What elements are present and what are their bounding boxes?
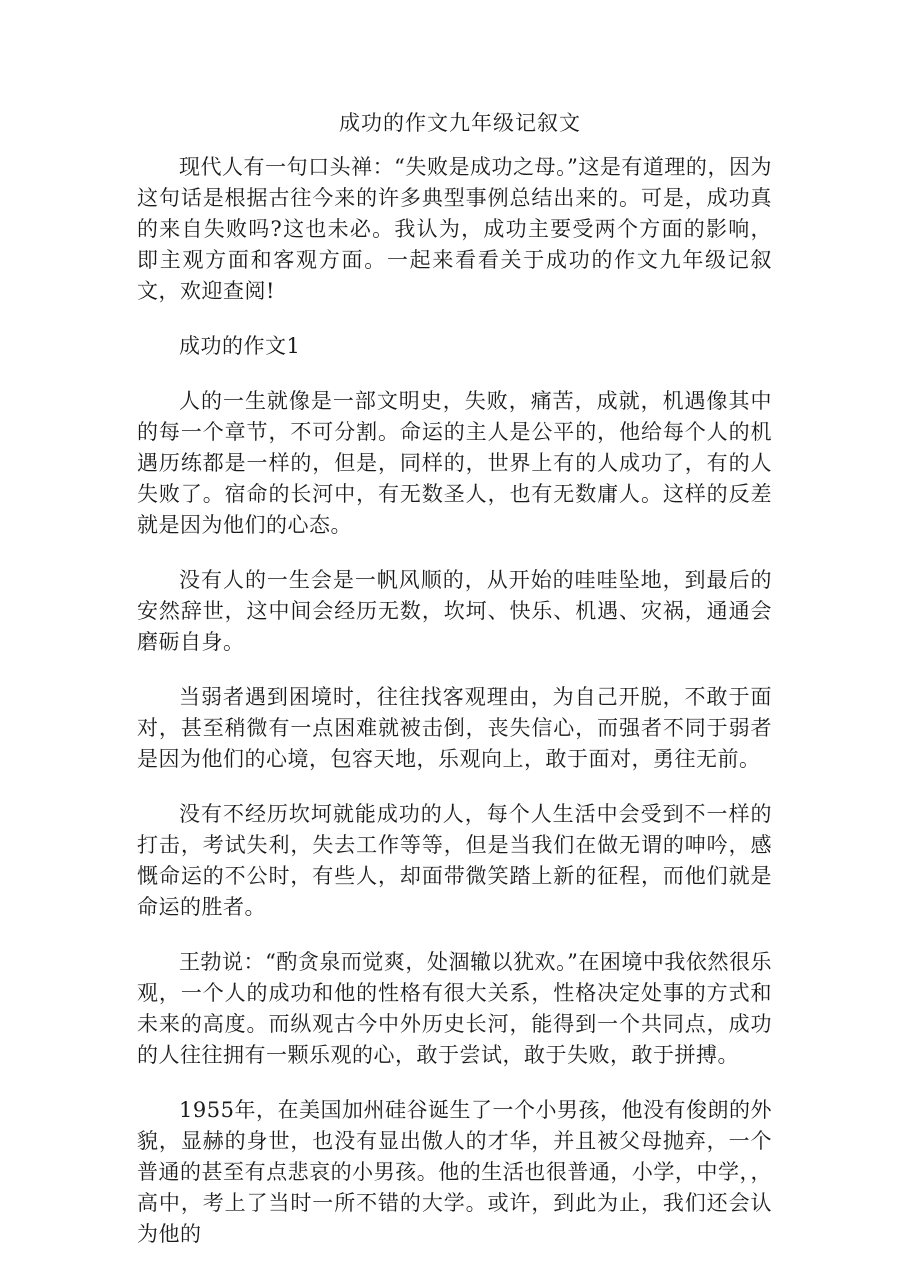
document-title: 成功的作文九年级记叙文: [339, 111, 581, 135]
body-paragraph: 王勃说：“酌贪泉而觉爽，处涸辙以犹欢。”在困境中我依然很乐观，一个人的成功和他的性格有很大关系，性格决定处事的方式和未来的高度。而纵观古今中外历史长河，能得到一个共同点，成功的人往往拥有一颗乐观的心，敢于尝试，敢于失败，敢于拼搏。: [137, 950, 772, 1067]
section-heading: 成功的作文1: [179, 334, 301, 358]
document-body: [137, 152, 772, 1274]
body-paragraph: 人的一生就像是一部文明史，失败，痛苦，成就，机遇像其中的每一个章节，不可分割。命运的主人是公平的，他给每个人的机遇历练都是一样的，但是，同样的，世界上有的人成功了，有的人失败了。宿命的长河中，有无数圣人，也有无数庸人。这样的反差就是因为他们的心态。: [137, 389, 772, 537]
intro-paragraph: 现代人有一句口头禅：“失败是成功之母。”这是有道理的，因为这句话是根据古往今来的许多典型事例总结出来的。可是，成功真的来自失败吗?这也未必。我认为，成功主要受两个方面的影响，即主观方面和客观方面。一起来看看关于成功的作文九年级记叙文，欢迎查阅!: [137, 155, 772, 303]
body-paragraph: 当弱者遇到困境时，往往找客观理由，为自己开脱，不敢于面对，甚至稍微有一点困难就被击倒，丧失信心，而强者不同于弱者是因为他们的心境，包容天地，乐观向上，敢于面对，勇往无前。: [137, 685, 772, 771]
body-paragraph: 没有不经历坎坷就能成功的人，每个人生活中会受到不一样的打击，考试失利，失去工作等等，但是当我们在做无谓的呻吟，感慨命运的不公时，有些人，却面带微笑踏上新的征程，而他们就是命运的胜者。: [137, 802, 772, 919]
body-paragraph: 没有人的一生会是一帆风顺的，从开始的哇哇坠地，到最后的安然辞世，这中间会经历无数，坎坷、快乐、机遇、灾祸，通通会磨砺自身。: [137, 568, 772, 654]
body-paragraph: 1955年，在美国加州硅谷诞生了一个小男孩，他没有俊朗的外貌，显赫的身世，也没有显出傲人的才华，并且被父母抛弃，一个普通的甚至有点悲哀的小男孩。他的生活也很普通，小学，中学，，高中，考上了当时一所不错的大学。或许，到此为止，我们还会认为他的: [137, 1098, 772, 1246]
